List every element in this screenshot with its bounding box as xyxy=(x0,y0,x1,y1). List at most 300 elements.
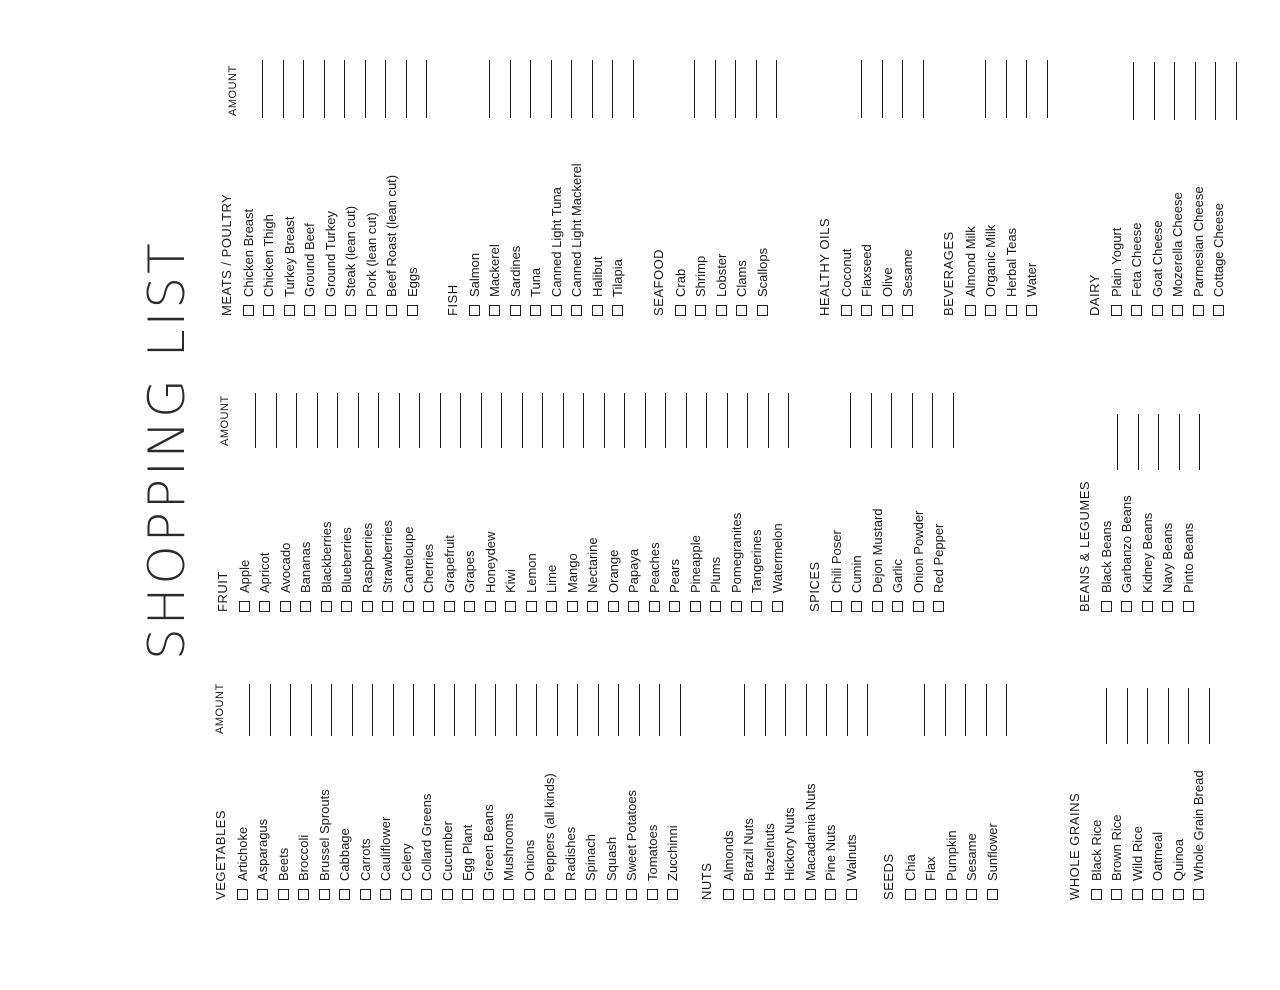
amount-line-vegetables[interactable] xyxy=(270,684,271,736)
checkbox[interactable] xyxy=(757,305,768,316)
amount-line-dairy[interactable] xyxy=(1133,62,1134,120)
checkbox[interactable] xyxy=(608,601,619,612)
checkbox[interactable] xyxy=(628,601,639,612)
amount-line-nuts[interactable] xyxy=(826,684,827,736)
list-item xyxy=(826,508,847,612)
item-label: Peaches xyxy=(646,542,662,593)
item-label: Clams xyxy=(734,260,750,297)
item-label: Cauliflower xyxy=(378,816,394,881)
amount-line-vegetables[interactable] xyxy=(372,684,373,736)
amount-line-fish[interactable] xyxy=(592,60,593,118)
item-label: Brussel Sprouts xyxy=(316,789,332,881)
amount-line-seafood[interactable] xyxy=(694,60,695,118)
checkbox[interactable] xyxy=(505,601,516,612)
amount-line-dairy[interactable] xyxy=(1236,62,1237,120)
checkbox[interactable] xyxy=(382,601,393,612)
amount-line-seeds[interactable] xyxy=(965,684,966,736)
list-item xyxy=(1147,186,1168,316)
amount-line-vegetables[interactable] xyxy=(352,684,353,736)
section-healthy-oils xyxy=(816,218,918,316)
checkbox[interactable] xyxy=(319,889,330,900)
checkbox[interactable] xyxy=(403,601,414,612)
checkbox[interactable] xyxy=(571,305,582,316)
amount-line-nuts[interactable] xyxy=(847,684,848,736)
checkbox[interactable] xyxy=(401,889,412,900)
amount-line-meats-poultry[interactable] xyxy=(365,60,366,118)
checkbox[interactable] xyxy=(669,601,680,612)
amount-line-vegetables[interactable] xyxy=(536,684,537,736)
amount-line-vegetables[interactable] xyxy=(434,684,435,736)
checkbox[interactable] xyxy=(380,889,391,900)
amount-line-dairy[interactable] xyxy=(1215,62,1216,120)
checkbox[interactable] xyxy=(1172,305,1183,316)
amount-line-meats-poultry[interactable] xyxy=(344,60,345,118)
checkbox[interactable] xyxy=(985,305,996,316)
item-label: Chili Poser xyxy=(828,530,844,593)
amount-line-fruit[interactable] xyxy=(583,393,584,448)
amount-line-fruit[interactable] xyxy=(501,393,502,448)
item-label: Crab xyxy=(672,268,688,297)
checkbox[interactable] xyxy=(1152,889,1163,900)
checkbox[interactable] xyxy=(626,889,637,900)
checkbox[interactable] xyxy=(489,305,500,316)
amount-line-beverages[interactable] xyxy=(1006,60,1007,118)
amount-line-spices[interactable] xyxy=(953,393,954,448)
item-label: Radishes xyxy=(562,826,578,881)
checkbox[interactable] xyxy=(1213,305,1224,316)
checkbox[interactable] xyxy=(362,601,373,612)
checkbox[interactable] xyxy=(524,889,535,900)
amount-line-whole-grains[interactable] xyxy=(1188,688,1189,744)
checkbox[interactable] xyxy=(861,305,872,316)
checkbox[interactable] xyxy=(546,601,557,612)
amount-line-fruit[interactable] xyxy=(296,393,297,448)
amount-line-meats-poultry[interactable] xyxy=(324,60,325,118)
amount-line-fruit[interactable] xyxy=(563,393,564,448)
amount-label-col2: AMOUNT xyxy=(219,395,231,446)
amount-line-fruit[interactable] xyxy=(317,393,318,448)
item-label: Scallops xyxy=(754,247,770,297)
checkbox[interactable] xyxy=(1152,305,1163,316)
checkbox[interactable] xyxy=(592,305,603,316)
amount-line-nuts[interactable] xyxy=(765,684,766,736)
item-label: Avocado xyxy=(277,542,293,593)
checkbox[interactable] xyxy=(1026,305,1037,316)
checkbox[interactable] xyxy=(1131,305,1142,316)
checkbox[interactable] xyxy=(1193,889,1204,900)
checkbox[interactable] xyxy=(421,889,432,900)
checkbox[interactable] xyxy=(442,889,453,900)
section-fruit xyxy=(214,513,788,612)
item-label: Onion Powder xyxy=(910,510,926,593)
item-label: Asparagus xyxy=(255,818,271,881)
checkbox[interactable] xyxy=(325,305,336,316)
amount-line-vegetables[interactable] xyxy=(290,684,291,736)
amount-line-healthy-oils[interactable] xyxy=(902,60,903,118)
amount-line-whole-grains[interactable] xyxy=(1147,688,1148,744)
checkbox[interactable] xyxy=(695,305,706,316)
amount-line-healthy-oils[interactable] xyxy=(882,60,883,118)
checkbox[interactable] xyxy=(831,601,842,612)
checkbox[interactable] xyxy=(1121,601,1132,612)
checkbox[interactable] xyxy=(503,889,514,900)
amount-line-vegetables[interactable] xyxy=(557,684,558,736)
checkbox[interactable] xyxy=(407,305,418,316)
amount-line-fruit[interactable] xyxy=(747,393,748,448)
checkbox[interactable] xyxy=(544,889,555,900)
amount-line-fruit[interactable] xyxy=(276,393,277,448)
checkbox[interactable] xyxy=(846,889,857,900)
amount-line-nuts[interactable] xyxy=(744,684,745,736)
amount-line-beans-legumes[interactable] xyxy=(1199,414,1200,470)
item-label: Lobster xyxy=(713,253,729,297)
amount-line-vegetables[interactable] xyxy=(249,684,250,736)
amount-line-fish[interactable] xyxy=(612,60,613,118)
amount-line-vegetables[interactable] xyxy=(618,684,619,736)
checkbox[interactable] xyxy=(444,601,455,612)
amount-line-dairy[interactable] xyxy=(1174,62,1175,120)
checkbox[interactable] xyxy=(1006,305,1017,316)
amount-line-beans-legumes[interactable] xyxy=(1179,414,1180,470)
list-item xyxy=(900,823,921,900)
amount-line-vegetables[interactable] xyxy=(331,684,332,736)
amount-line-vegetables[interactable] xyxy=(639,684,640,736)
checkbox[interactable] xyxy=(243,305,254,316)
amount-line-seeds[interactable] xyxy=(924,684,925,736)
list-item xyxy=(718,783,739,900)
checkbox[interactable] xyxy=(1101,601,1112,612)
checkbox[interactable] xyxy=(743,889,754,900)
item-label: Hickory Nuts xyxy=(782,807,798,881)
amount-line-whole-grains[interactable] xyxy=(1209,688,1210,744)
list-item xyxy=(1137,481,1158,612)
checkbox[interactable] xyxy=(257,889,268,900)
list-item xyxy=(234,513,255,612)
item-label: Black Rice xyxy=(1088,819,1104,881)
checkbox[interactable] xyxy=(341,601,352,612)
item-label: Bananas xyxy=(298,541,314,593)
checkbox[interactable] xyxy=(925,889,936,900)
checkbox[interactable] xyxy=(510,305,521,316)
checkbox[interactable] xyxy=(300,601,311,612)
amount-line-meats-poultry[interactable] xyxy=(385,60,386,118)
checkbox[interactable] xyxy=(280,601,291,612)
checkbox[interactable] xyxy=(933,601,944,612)
amount-line-meats-poultry[interactable] xyxy=(283,60,284,118)
item-label: Navy Beans xyxy=(1160,522,1176,593)
amount-line-fruit[interactable] xyxy=(358,393,359,448)
list-item xyxy=(1117,481,1138,612)
amount-line-fruit[interactable] xyxy=(542,393,543,448)
amount-line-dairy[interactable] xyxy=(1195,62,1196,120)
item-label: Macadamia Nuts xyxy=(802,783,818,881)
amount-line-meats-poultry[interactable] xyxy=(262,60,263,118)
checkbox[interactable] xyxy=(485,601,496,612)
list-item xyxy=(739,783,760,900)
checkbox[interactable] xyxy=(751,601,762,612)
amount-line-fruit[interactable] xyxy=(378,393,379,448)
checkbox[interactable] xyxy=(805,889,816,900)
amount-line-fruit[interactable] xyxy=(440,393,441,448)
amount-line-vegetables[interactable] xyxy=(413,684,414,736)
item-label: Raspberries xyxy=(359,522,375,593)
item-label: Broccoli xyxy=(296,834,312,881)
checkbox[interactable] xyxy=(723,889,734,900)
amount-line-meats-poultry[interactable] xyxy=(406,60,407,118)
amount-line-fish[interactable] xyxy=(510,60,511,118)
item-label: Feta Cheese xyxy=(1129,222,1145,297)
checkbox[interactable] xyxy=(345,305,356,316)
checkbox[interactable] xyxy=(612,305,623,316)
amount-line-seeds[interactable] xyxy=(945,684,946,736)
checkbox[interactable] xyxy=(423,601,434,612)
amount-line-fruit[interactable] xyxy=(727,393,728,448)
checkbox[interactable] xyxy=(716,305,727,316)
checkbox[interactable] xyxy=(825,889,836,900)
amount-line-beverages[interactable] xyxy=(985,60,986,118)
amount-line-spices[interactable] xyxy=(871,393,872,448)
amount-line-whole-grains[interactable] xyxy=(1168,688,1169,744)
checkbox[interactable] xyxy=(469,305,480,316)
checkbox[interactable] xyxy=(1111,889,1122,900)
item-label: Dejon Mustard xyxy=(869,508,885,593)
amount-line-fruit[interactable] xyxy=(788,393,789,448)
checkbox[interactable] xyxy=(784,889,795,900)
checkbox[interactable] xyxy=(882,305,893,316)
item-label: Garbanzo Beans xyxy=(1119,495,1135,593)
checkbox[interactable] xyxy=(526,601,537,612)
checkbox[interactable] xyxy=(386,305,397,316)
list-item xyxy=(665,513,686,612)
amount-line-spices[interactable] xyxy=(850,393,851,448)
section-heading-beverages: BEVERAGES xyxy=(941,231,956,316)
checkbox[interactable] xyxy=(304,305,315,316)
checkbox[interactable] xyxy=(710,601,721,612)
checkbox[interactable] xyxy=(905,889,916,900)
item-label: Sesame xyxy=(964,833,980,881)
list-item xyxy=(1127,770,1148,900)
list-item xyxy=(1158,481,1179,612)
list-item xyxy=(341,175,362,316)
checkbox[interactable] xyxy=(965,305,976,316)
amount-line-fish[interactable] xyxy=(571,60,572,118)
item-label: Pinto Beans xyxy=(1180,522,1196,593)
checkbox[interactable] xyxy=(913,601,924,612)
amount-line-whole-grains[interactable] xyxy=(1106,688,1107,744)
checkbox[interactable] xyxy=(565,889,576,900)
list-item xyxy=(542,513,563,612)
checkbox[interactable] xyxy=(1162,601,1173,612)
checkbox[interactable] xyxy=(649,601,660,612)
list-item xyxy=(732,248,753,316)
list-item xyxy=(1209,186,1230,316)
amount-line-fruit[interactable] xyxy=(255,393,256,448)
amount-line-vegetables[interactable] xyxy=(311,684,312,736)
amount-line-fruit[interactable] xyxy=(481,393,482,448)
item-label: Kiwi xyxy=(503,569,519,593)
checkbox[interactable] xyxy=(530,305,541,316)
amount-line-fruit[interactable] xyxy=(604,393,605,448)
amount-line-fruit[interactable] xyxy=(460,393,461,448)
amount-line-beans-legumes[interactable] xyxy=(1138,414,1139,470)
list-item xyxy=(460,513,481,612)
checkbox[interactable] xyxy=(278,889,289,900)
item-label: Plain Yogurt xyxy=(1108,227,1124,297)
checkbox[interactable] xyxy=(1193,305,1204,316)
amount-line-fruit[interactable] xyxy=(419,393,420,448)
checkbox[interactable] xyxy=(284,305,295,316)
amount-line-meats-poultry[interactable] xyxy=(303,60,304,118)
checkbox[interactable] xyxy=(667,889,678,900)
amount-line-fruit[interactable] xyxy=(399,393,400,448)
amount-line-whole-grains[interactable] xyxy=(1127,688,1128,744)
list-item xyxy=(836,218,857,316)
checkbox[interactable] xyxy=(366,305,377,316)
amount-line-fish[interactable] xyxy=(489,60,490,118)
item-label: Grapefruit xyxy=(441,535,457,593)
amount-line-vegetables[interactable] xyxy=(475,684,476,736)
amount-line-fruit[interactable] xyxy=(686,393,687,448)
checkbox[interactable] xyxy=(339,889,350,900)
amount-line-beverages[interactable] xyxy=(1026,60,1027,118)
list-item xyxy=(439,513,460,612)
checkbox[interactable] xyxy=(585,889,596,900)
amount-line-nuts[interactable] xyxy=(806,684,807,736)
checkbox[interactable] xyxy=(731,601,742,612)
amount-line-fruit[interactable] xyxy=(706,393,707,448)
amount-line-vegetables[interactable] xyxy=(495,684,496,736)
list-item xyxy=(255,513,276,612)
checkbox[interactable] xyxy=(606,889,617,900)
list-item xyxy=(361,175,382,316)
amount-line-vegetables[interactable] xyxy=(454,684,455,736)
checkbox[interactable] xyxy=(263,305,274,316)
amount-line-healthy-oils[interactable] xyxy=(923,60,924,118)
list-item xyxy=(941,823,962,900)
list-item xyxy=(1148,770,1169,900)
section-heading-seafood: SEAFOOD xyxy=(651,248,666,316)
amount-line-nuts[interactable] xyxy=(867,684,868,736)
checkbox[interactable] xyxy=(736,305,747,316)
amount-line-healthy-oils[interactable] xyxy=(861,60,862,118)
checkbox[interactable] xyxy=(690,601,701,612)
amount-line-spices[interactable] xyxy=(932,393,933,448)
checkbox[interactable] xyxy=(298,889,309,900)
checkbox[interactable] xyxy=(851,601,862,612)
checkbox[interactable] xyxy=(483,889,494,900)
checkbox[interactable] xyxy=(946,889,957,900)
amount-line-fruit[interactable] xyxy=(624,393,625,448)
checkbox[interactable] xyxy=(1091,889,1102,900)
amount-line-seafood[interactable] xyxy=(756,60,757,118)
checkbox[interactable] xyxy=(872,601,883,612)
amount-line-seafood[interactable] xyxy=(776,60,777,118)
amount-line-seafood[interactable] xyxy=(715,60,716,118)
amount-line-beverages[interactable] xyxy=(1047,60,1048,118)
checkbox[interactable] xyxy=(841,305,852,316)
item-label: Ground Turkey xyxy=(322,211,338,297)
amount-line-fish[interactable] xyxy=(530,60,531,118)
list-item xyxy=(501,513,522,612)
list-item xyxy=(624,513,645,612)
checkbox[interactable] xyxy=(321,601,332,612)
amount-line-spices[interactable] xyxy=(912,393,913,448)
checkbox[interactable] xyxy=(237,889,248,900)
checkbox[interactable] xyxy=(902,305,913,316)
checkbox[interactable] xyxy=(259,601,270,612)
list-item xyxy=(581,773,602,900)
amount-line-vegetables[interactable] xyxy=(680,684,681,736)
section-whole-grains xyxy=(1066,770,1209,900)
checkbox[interactable] xyxy=(1173,889,1184,900)
checkbox[interactable] xyxy=(551,305,562,316)
amount-line-beans-legumes[interactable] xyxy=(1158,414,1159,470)
amount-line-fruit[interactable] xyxy=(665,393,666,448)
amount-line-seeds[interactable] xyxy=(1006,684,1007,736)
checkbox[interactable] xyxy=(1111,305,1122,316)
checkbox[interactable] xyxy=(239,601,250,612)
amount-line-beans-legumes[interactable] xyxy=(1117,414,1118,470)
amount-line-fruit[interactable] xyxy=(337,393,338,448)
list-item xyxy=(888,508,909,612)
checkbox[interactable] xyxy=(966,889,977,900)
checkbox[interactable] xyxy=(675,305,686,316)
checkbox[interactable] xyxy=(1132,889,1143,900)
checkbox[interactable] xyxy=(464,601,475,612)
amount-line-vegetables[interactable] xyxy=(659,684,660,736)
list-item xyxy=(1107,770,1128,900)
checkbox[interactable] xyxy=(567,601,578,612)
amount-line-spices[interactable] xyxy=(891,393,892,448)
checkbox[interactable] xyxy=(462,889,473,900)
amount-line-vegetables[interactable] xyxy=(577,684,578,736)
amount-line-nuts[interactable] xyxy=(785,684,786,736)
amount-line-dairy[interactable] xyxy=(1154,62,1155,120)
checkbox[interactable] xyxy=(647,889,658,900)
checkbox[interactable] xyxy=(1183,601,1194,612)
amount-line-meats-poultry[interactable] xyxy=(426,60,427,118)
item-label: Pomegranites xyxy=(728,512,744,593)
checkbox[interactable] xyxy=(1142,601,1153,612)
checkbox[interactable] xyxy=(360,889,371,900)
list-item xyxy=(601,773,622,900)
item-label: Pineapple xyxy=(687,535,703,593)
item-label: Green Beans xyxy=(480,804,496,881)
item-label: Brazil Nuts xyxy=(741,818,757,881)
amount-line-fruit[interactable] xyxy=(522,393,523,448)
amount-line-fish[interactable] xyxy=(633,60,634,118)
checkbox[interactable] xyxy=(772,601,783,612)
amount-line-fruit[interactable] xyxy=(645,393,646,448)
amount-line-vegetables[interactable] xyxy=(393,684,394,736)
list-item xyxy=(398,513,419,612)
list-item xyxy=(1168,770,1189,900)
list-item xyxy=(642,773,663,900)
list-item xyxy=(587,163,608,316)
amount-line-seeds[interactable] xyxy=(986,684,987,736)
amount-line-fruit[interactable] xyxy=(768,393,769,448)
list-item xyxy=(644,513,665,612)
list-item xyxy=(877,218,898,316)
amount-line-seafood[interactable] xyxy=(735,60,736,118)
checkbox[interactable] xyxy=(892,601,903,612)
checkbox[interactable] xyxy=(764,889,775,900)
amount-line-vegetables[interactable] xyxy=(598,684,599,736)
checkbox[interactable] xyxy=(987,889,998,900)
amount-line-fish[interactable] xyxy=(551,60,552,118)
amount-line-vegetables[interactable] xyxy=(516,684,517,736)
checkbox[interactable] xyxy=(587,601,598,612)
